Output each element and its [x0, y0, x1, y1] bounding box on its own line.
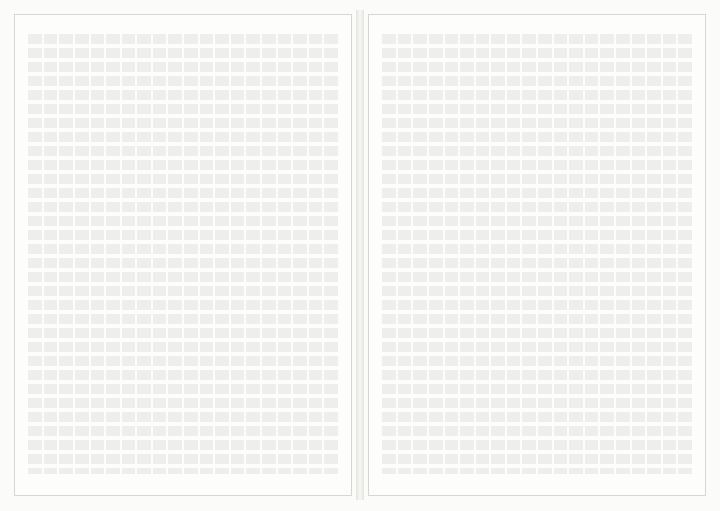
left-text-column — [278, 34, 292, 474]
right-text-column — [538, 34, 552, 474]
right-text-column — [585, 34, 599, 474]
left-text-column — [231, 34, 245, 474]
right-text-column — [569, 34, 583, 474]
right-text-column — [382, 34, 396, 474]
left-text-column — [309, 34, 323, 474]
left-page — [14, 14, 352, 496]
right-text-column — [554, 34, 568, 474]
right-text-column — [507, 34, 521, 474]
left-text-column — [122, 34, 136, 474]
left-text-column — [153, 34, 167, 474]
left-text-column — [293, 34, 307, 474]
right-page — [368, 14, 706, 496]
left-text-column — [28, 34, 42, 474]
right-text-block — [382, 34, 692, 474]
right-text-column — [445, 34, 459, 474]
right-text-column — [663, 34, 677, 474]
right-text-column — [600, 34, 614, 474]
left-text-column — [324, 34, 338, 474]
book-gutter — [356, 10, 364, 500]
right-text-column — [429, 34, 443, 474]
right-text-column — [491, 34, 505, 474]
left-text-column — [246, 34, 260, 474]
right-text-column — [476, 34, 490, 474]
right-text-column — [616, 34, 630, 474]
right-text-column — [460, 34, 474, 474]
left-text-column — [59, 34, 73, 474]
right-text-column — [413, 34, 427, 474]
left-text-column — [91, 34, 105, 474]
left-text-column — [44, 34, 58, 474]
left-text-column — [215, 34, 229, 474]
left-text-column — [200, 34, 214, 474]
right-text-column — [522, 34, 536, 474]
left-text-block — [28, 34, 338, 474]
right-text-column — [678, 34, 692, 474]
right-text-column — [647, 34, 661, 474]
left-text-column — [137, 34, 151, 474]
right-text-column — [632, 34, 646, 474]
left-text-column — [106, 34, 120, 474]
left-text-column — [262, 34, 276, 474]
left-text-column — [168, 34, 182, 474]
left-text-column — [75, 34, 89, 474]
right-text-column — [398, 34, 412, 474]
left-text-column — [184, 34, 198, 474]
